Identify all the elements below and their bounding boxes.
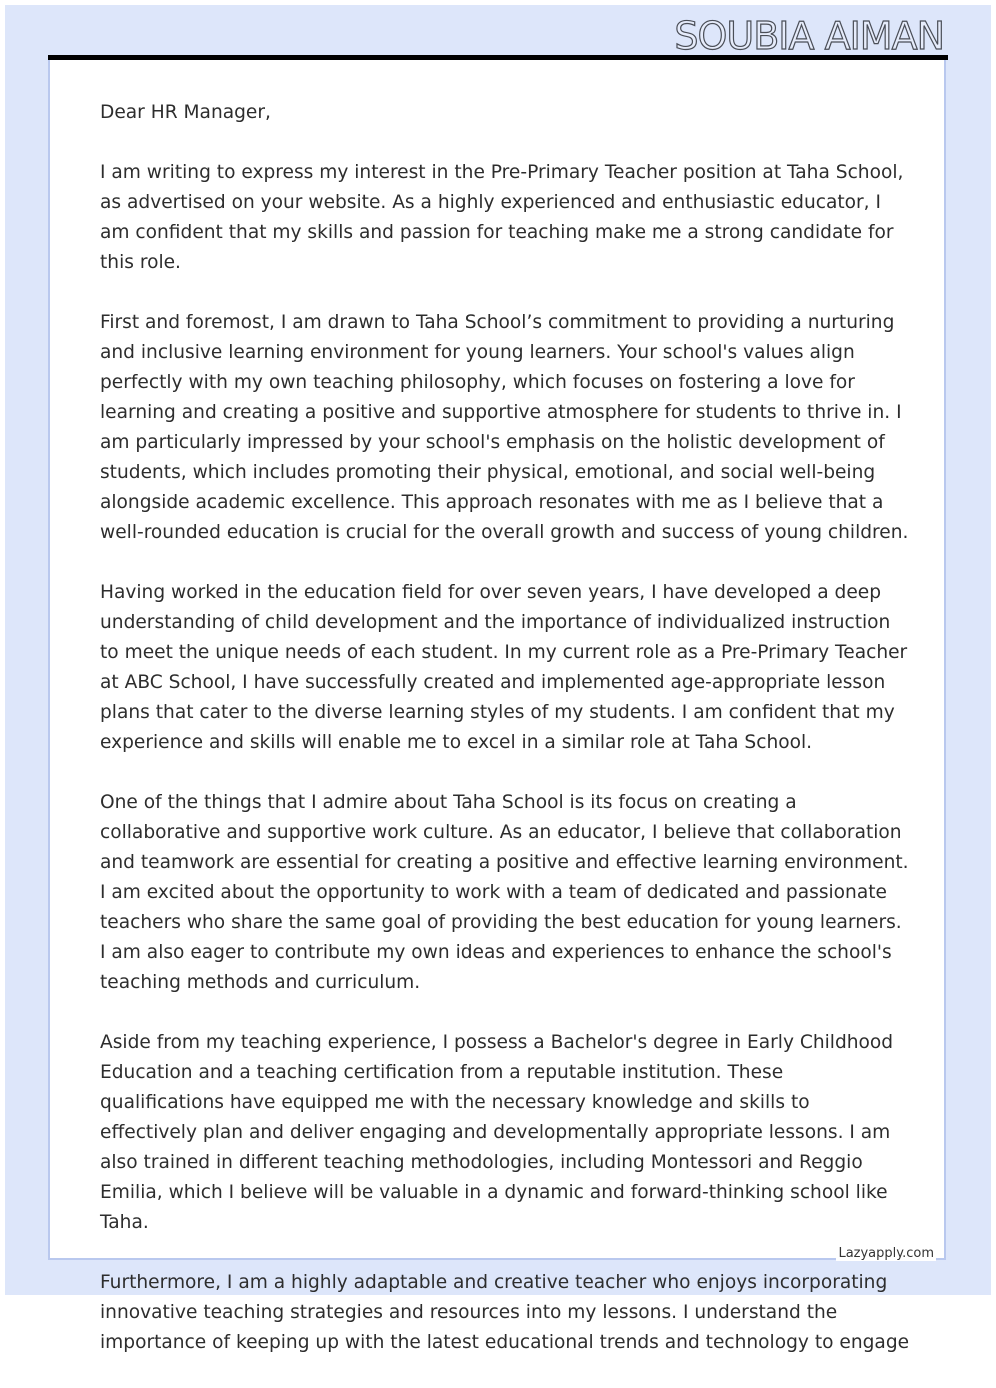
paragraph-4: One of the things that I admire about Taha School is its focus on creating a collaborative and supportive work culture. As an educator, I believe that collaboration and teamwork are essential for creating a positive and effective learning environment. I am excited about the opportunity to work with a team of dedicated and passionate teachers who share the same goal of providing the best education for young learners. I am also eager to contribute my own ideas and experiences to enhance the school's teaching methods and curriculum. <box>100 792 909 993</box>
paragraph-2: First and foremost, I am drawn to Taha School’s commitment to providing a nurturing and inclusive learning environment for young learners. Your school's values align perfectly with my own teaching philosophy, which focuses on fostering a love for learning and creating a positive and supportive atmosphere for students to thrive in. I am particularly impressed by your school's emphasis on the holistic development of students, which includes promoting their physical, emotional, and social well-being alongside academic excellence. This approach resonates with me as I believe that a well-rounded education is crucial for the overall growth and success of young children. <box>100 312 909 543</box>
applicant-name: SOUBIA AIMAN <box>674 14 944 58</box>
paragraph-6: Furthermore, I am a highly adaptable and creative teacher who enjoys incorporating innovative teaching strategies and resources into my lessons. I understand the importance of keeping up with the latest educational trends and technology to engage <box>100 1272 910 1353</box>
letter-body <box>100 98 910 1388</box>
paragraph-1: I am writing to express my interest in the Pre-Primary Teacher position at Taha School, as advertised on your website. As a highly experienced and enthusiastic educator, I am confident that my skills and passion for teaching make me a strong candidate for this role. <box>100 162 904 273</box>
paragraph-5: Aside from my teaching experience, I possess a Bachelor's degree in Early Childhood Education and a teaching certification from a reputable institution. These qualifications have equipped me with the necessary knowledge and skills to effectively plan and deliver engaging and developmentally appropriate lessons. I am also trained in different teaching methodologies, including Montessori and Reggio Emilia, which I believe will be valuable in a dynamic and forward-thinking school like Taha. <box>100 1032 894 1233</box>
salutation: Dear HR Manager, <box>100 102 271 123</box>
paragraph-3: Having worked in the education field for over seven years, I have developed a deep understanding of child development and the importance of individualized instruction to meet the unique needs of each student. In my current role as a Pre-Primary Teacher at ABC School, I have successfully created and implemented age-appropriate lesson plans that cater to the diverse learning styles of my students. I am confident that my experience and skills will enable me to excel in a similar role at Taha School. <box>100 582 908 753</box>
watermark-link[interactable]: Lazyapply.com <box>838 1246 934 1261</box>
